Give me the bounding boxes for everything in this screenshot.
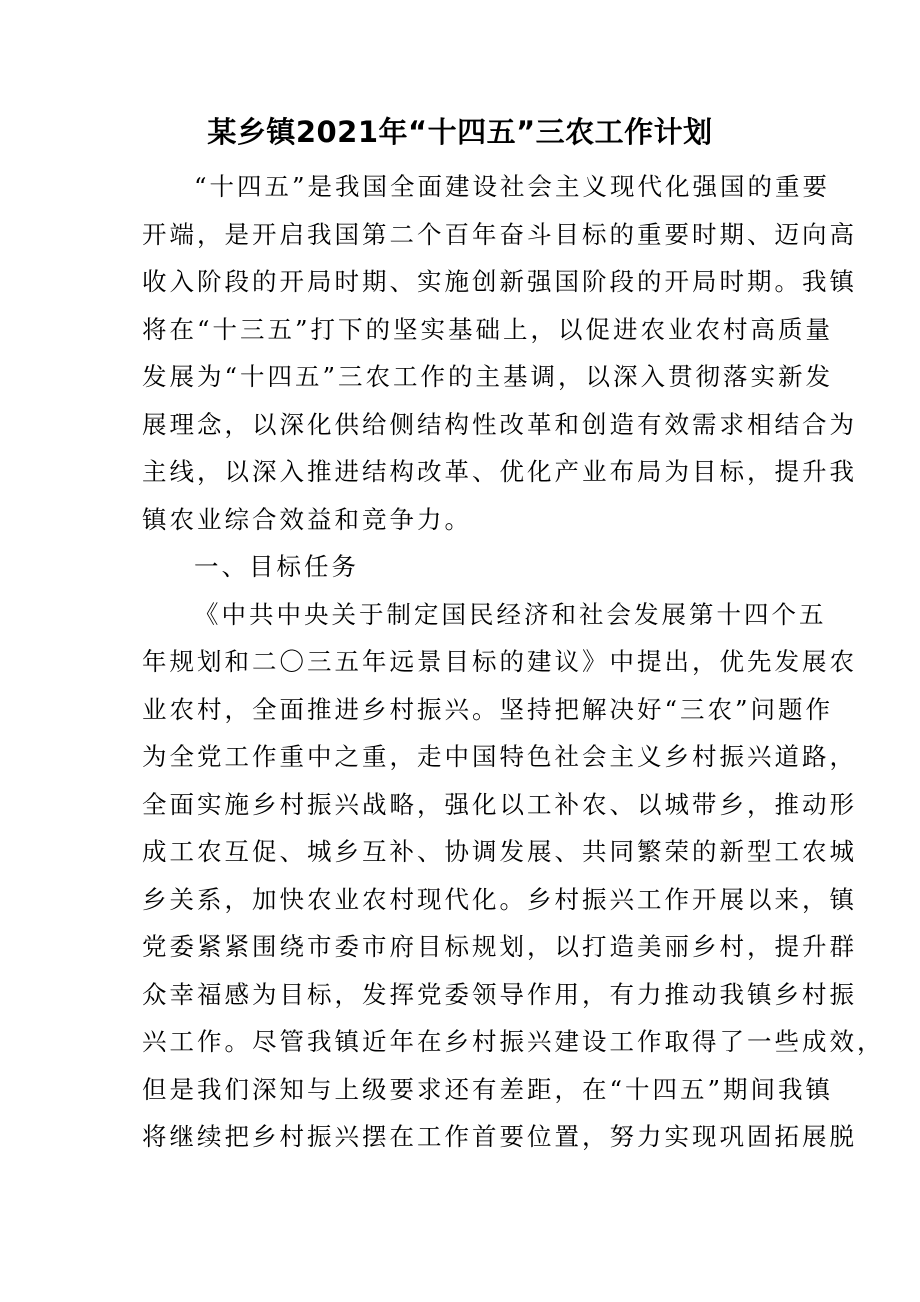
paragraph-line: 将在“十三五”打下的坚实基础上，以促进农业农村高质量 xyxy=(142,314,834,344)
paragraph-line: 年规划和二〇三五年远景目标的建议》中提出，优先发展农 xyxy=(142,647,857,676)
paragraph-line: 业农村，全面推进乡村振兴。坚持把解决好“三农”问题作 xyxy=(142,694,834,724)
paragraph-line: 《中共中央关于制定国民经济和社会发展第十四个五 xyxy=(194,599,827,629)
paragraph-line: 众幸福感为目标，发挥党委领导作用，有力推动我镇乡村振 xyxy=(142,979,857,1009)
document-title: 某乡镇2021年“十四五”三农工作计划 xyxy=(207,115,713,149)
paragraph-line: 收入阶段的开局时期、实施创新强国阶段的开局时期。我镇 xyxy=(142,267,857,296)
paragraph-line: 但是我们深知与上级要求还有差距，在“十四五”期间我镇 xyxy=(142,1074,834,1104)
paragraph-line: 成工农互促、城乡互补、协调发展、共同繁荣的新型工农城 xyxy=(142,837,857,866)
paragraph-line: 将继续把乡村振兴摆在工作首要位置，努力实现巩固拓展脱 xyxy=(142,1122,857,1151)
paragraph-line: 展理念，以深化供给侧结构性改革和创造有效需求相结合为 xyxy=(142,409,857,439)
paragraph-line: 开端，是开启我国第二个百年奋斗目标的重要时期、迈向高 xyxy=(142,219,857,249)
paragraph-line: 发展为“十四五”三农工作的主基调，以深入贯彻落实新发 xyxy=(142,362,834,391)
section-heading: 一、目标任务 xyxy=(194,552,359,581)
paragraph-line: 为全党工作重中之重，走中国特色社会主义乡村振兴道路， xyxy=(142,742,857,771)
paragraph-line: 主线，以深入推进结构改革、优化产业布局为目标，提升我 xyxy=(142,457,857,486)
paragraph-line: 镇农业综合效益和竞争力。 xyxy=(142,504,472,534)
paragraph-line: 全面实施乡村振兴战略，强化以工补农、以城带乡，推动形 xyxy=(142,789,857,819)
paragraph-line: “十四五”是我国全面建设社会主义现代化强国的重要 xyxy=(194,172,831,201)
document-body xyxy=(142,163,885,1161)
paragraph-line: 乡关系，加快农业农村现代化。乡村振兴工作开展以来，镇 xyxy=(142,884,857,914)
paragraph-line: 兴工作。尽管我镇近年在乡村振兴建设工作取得了一些成效， xyxy=(142,1027,885,1056)
paragraph-line: 党委紧紧围绕市委市府目标规划，以打造美丽乡村，提升群 xyxy=(142,932,857,961)
